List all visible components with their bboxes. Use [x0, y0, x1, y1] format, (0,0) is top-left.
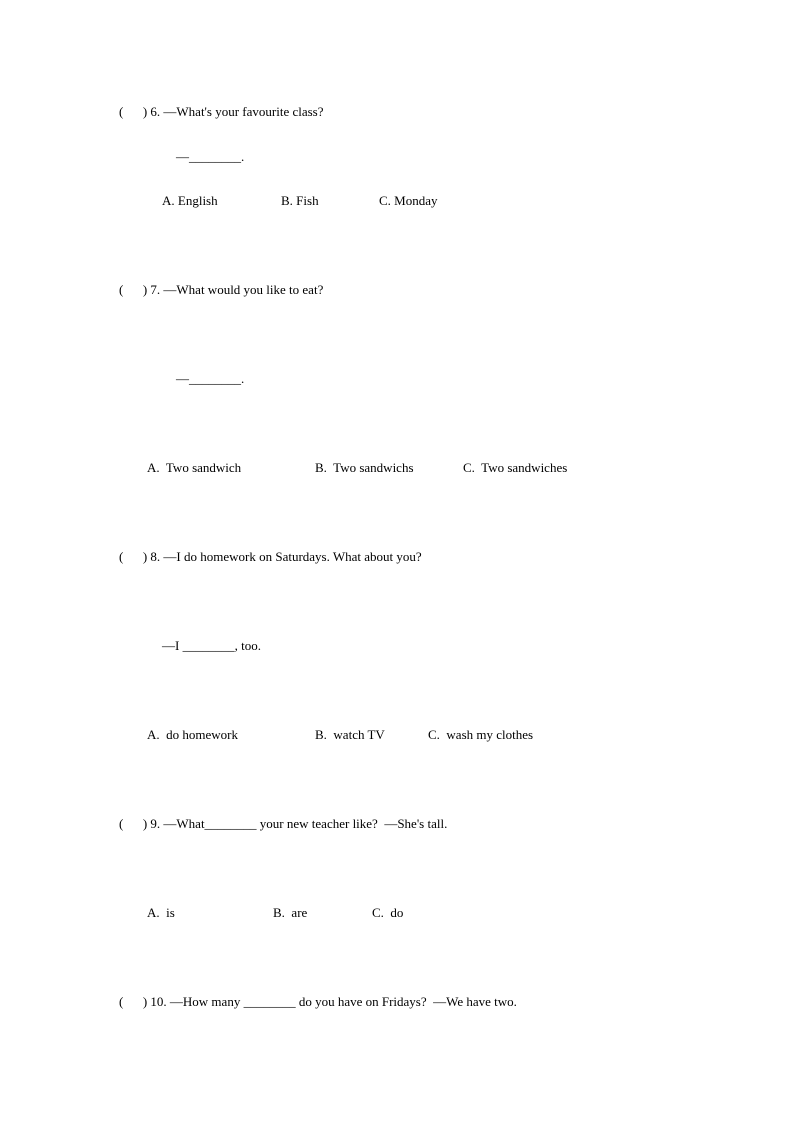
- question-9-option-c: C. do: [372, 905, 404, 920]
- question-7-stem: ( ) 7. —What would you like to eat?: [119, 282, 324, 297]
- question-8-option-b: B. watch TV: [315, 727, 385, 742]
- question-8-option-a: A. do homework: [147, 727, 238, 742]
- question-7-answer-line: —________.: [176, 371, 245, 386]
- question-8-answer-line: —I ________, too.: [162, 638, 261, 653]
- question-6-option-b: B. Fish: [281, 193, 319, 208]
- question-9-option-b: B. are: [273, 905, 308, 920]
- question-7-option-c: C. Two sandwiches: [463, 460, 568, 475]
- question-9-option-a: A. is: [147, 905, 175, 920]
- question-6-answer-line: —________.: [176, 149, 245, 164]
- question-9-stem: ( ) 9. —What________ your new teacher like? —She's tall.: [119, 816, 448, 831]
- question-8-option-c: C. wash my clothes: [428, 727, 534, 742]
- question-7-option-b: B. Two sandwichs: [315, 460, 414, 475]
- question-6-option-c: C. Monday: [379, 193, 438, 208]
- question-8-stem: ( ) 8. —I do homework on Saturdays. What about you?: [119, 549, 422, 564]
- question-6-stem: ( ) 6. —What's your favourite class?: [119, 104, 324, 119]
- question-7-option-a: A. Two sandwich: [147, 460, 242, 475]
- question-10-stem: ( ) 10. —How many ________ do you have on Fridays? —We have two.: [119, 994, 517, 1009]
- question-6-option-a: A. English: [162, 193, 218, 208]
